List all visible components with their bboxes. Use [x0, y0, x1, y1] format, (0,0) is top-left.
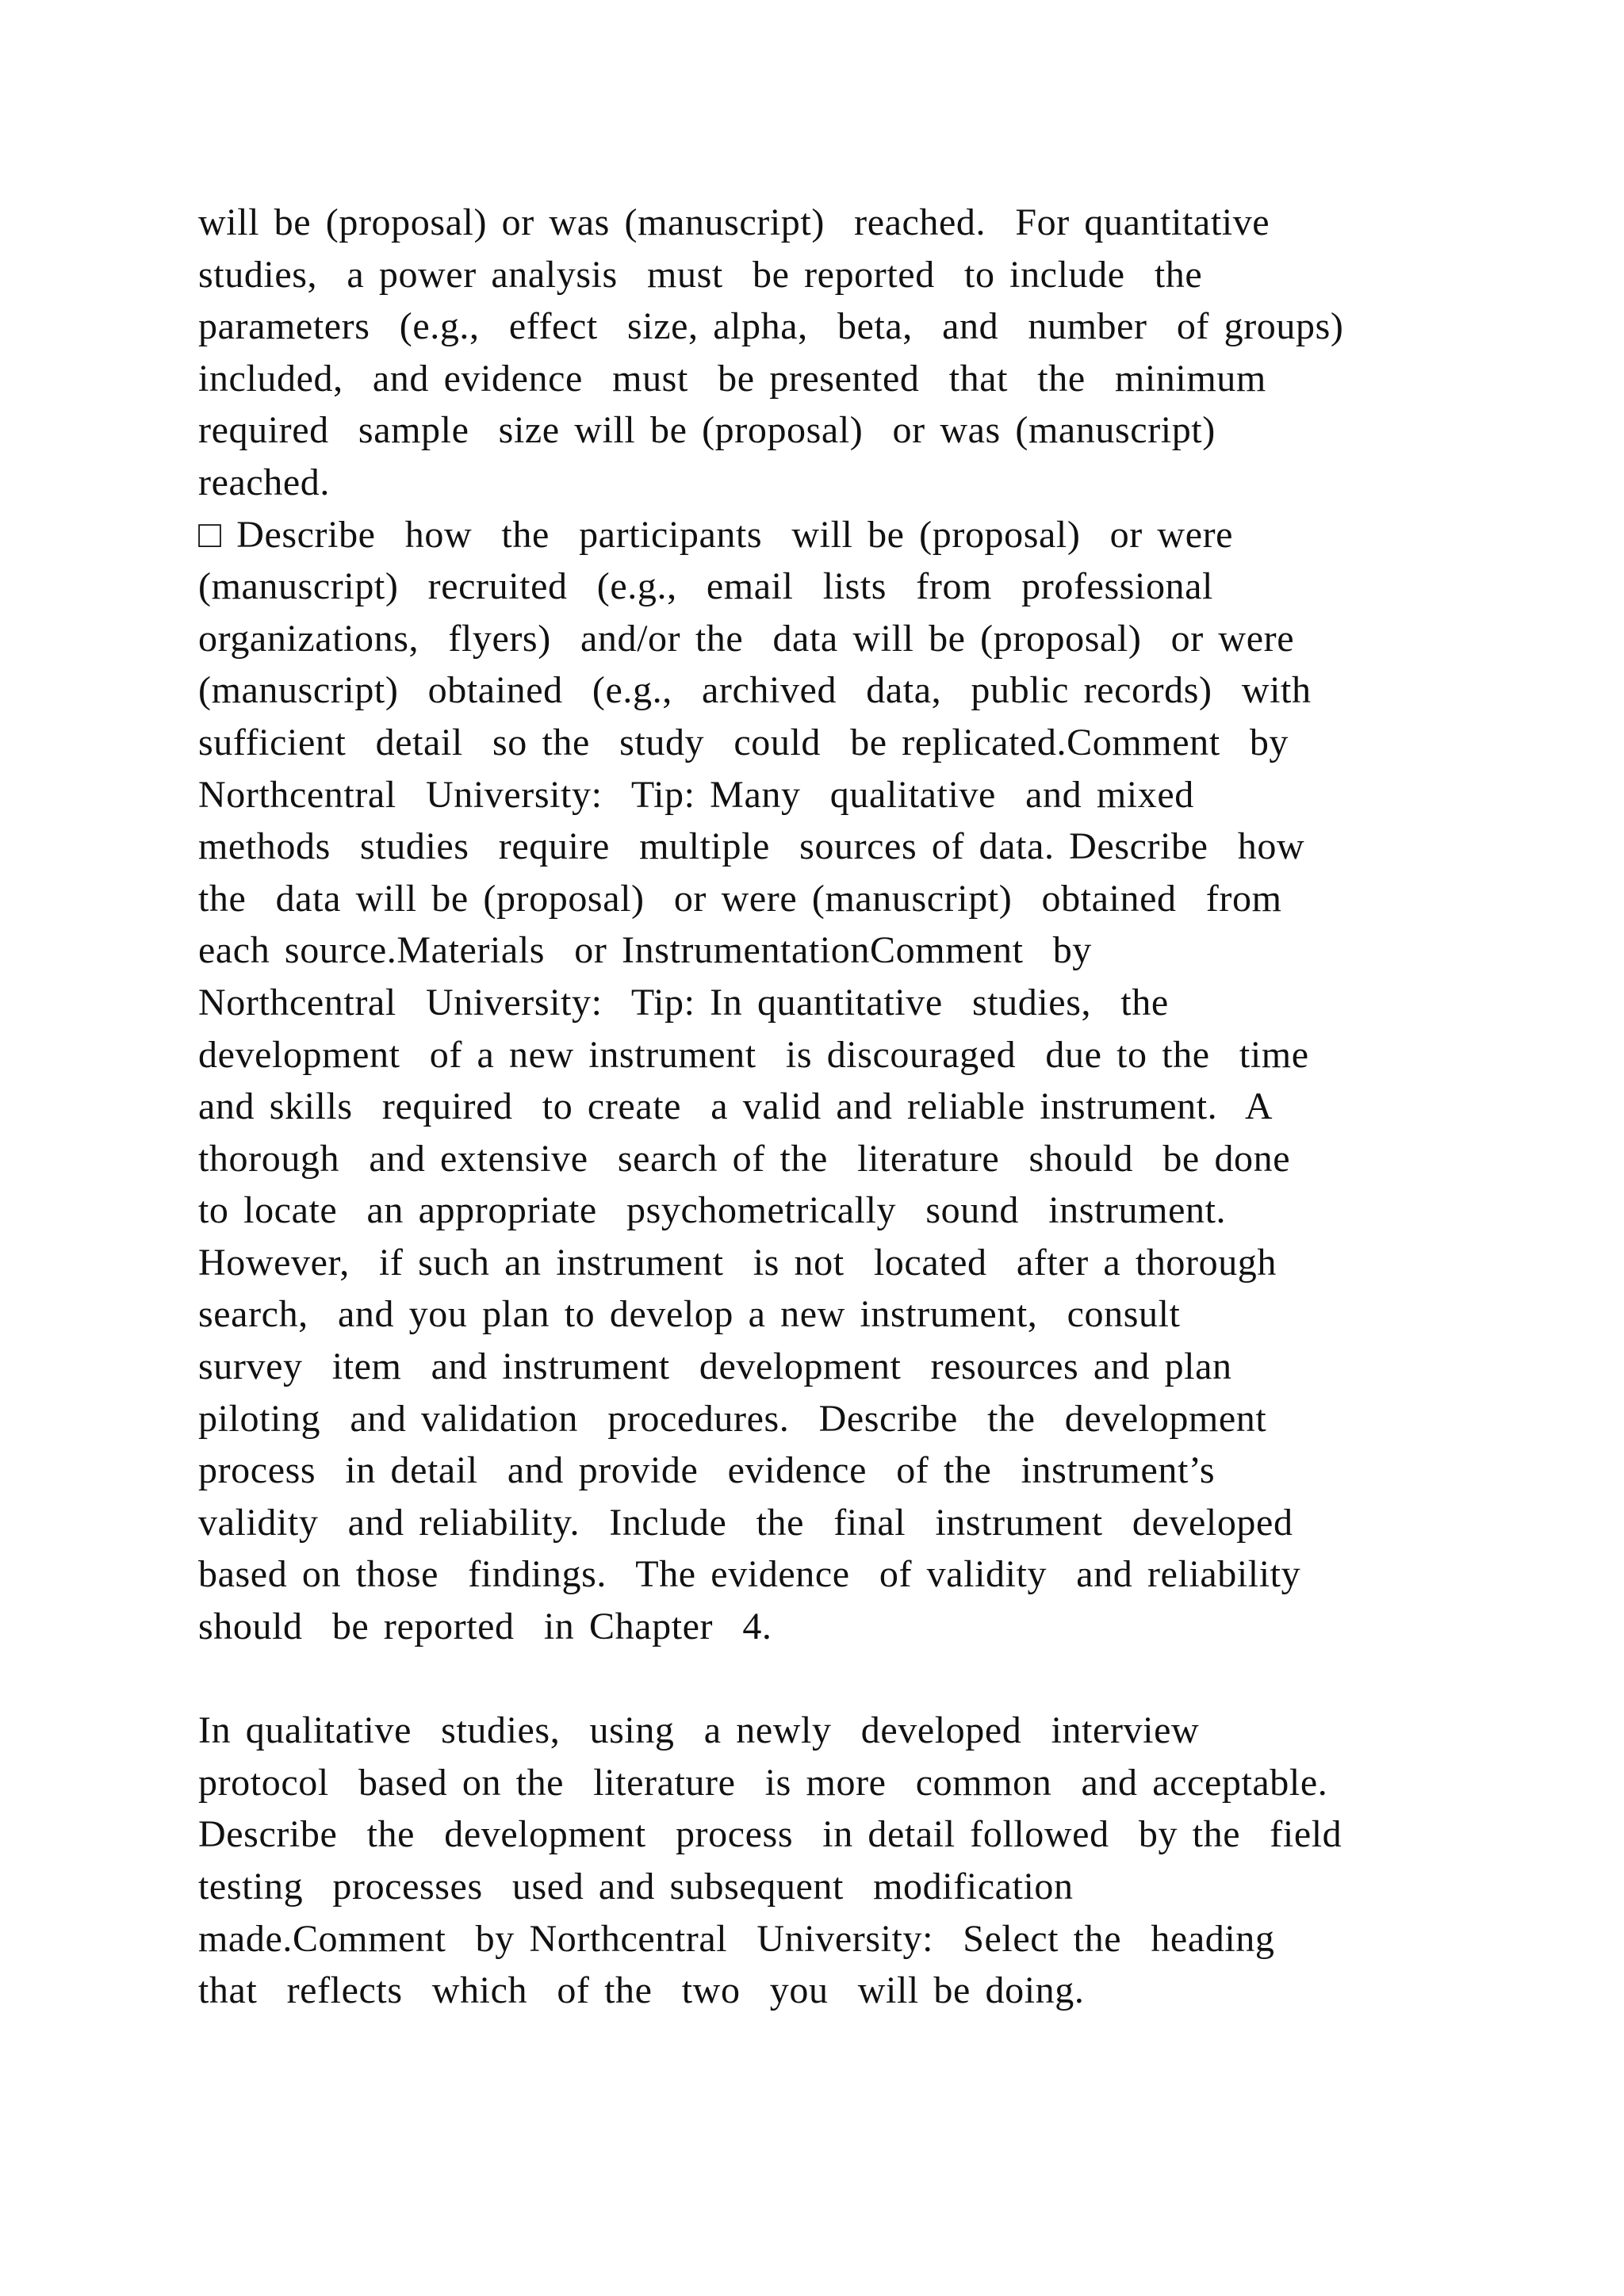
text-line: will be (proposal) or was (manuscript) reached. For quantitative — [198, 201, 1270, 243]
text-line: parameters (e.g., effect size, alpha, beta, and number of groups) — [198, 305, 1344, 348]
text-line: validity and reliability. Include the final instrument developed — [198, 1501, 1293, 1544]
paragraph-gap — [198, 1653, 1467, 1705]
text-line: search, and you plan to develop a new instrument, consult — [198, 1293, 1181, 1336]
text-line: Northcentral University: Tip: Many qualitative and mixed — [198, 773, 1194, 816]
text-line: organizations, flyers) and/or the data will be (proposal) or were — [198, 617, 1295, 660]
text-line: sufficient detail so the study could be replicated.Comment by — [198, 721, 1289, 763]
text-line: (manuscript) obtained (e.g., archived data, public records) with — [198, 669, 1312, 712]
text-line: to locate an appropriate psychometrically sound instrument. — [198, 1189, 1227, 1232]
text-line: However, if such an instrument is not located after a thorough — [198, 1241, 1277, 1284]
text-line: each source.Materials or InstrumentationComment by — [198, 929, 1092, 972]
text-line: survey item and instrument development resources and plan — [198, 1345, 1232, 1388]
text-line: and skills required to create a valid and reliable instrument. A — [198, 1085, 1274, 1128]
text-line: piloting and validation procedures. Describe the development — [198, 1397, 1267, 1440]
text-line: protocol based on the literature is more common and acceptable. — [198, 1761, 1328, 1804]
text-line: Northcentral University: Tip: In quantitative studies, the — [198, 981, 1169, 1024]
text-line: that reflects which of the two you will be doing. — [198, 1969, 1085, 2012]
text-line: process in detail and provide evidence of the instrument’s — [198, 1449, 1216, 1492]
text-line: studies, a power analysis must be reported to include the — [198, 253, 1203, 296]
text-line: In qualitative studies, using a newly developed interview — [198, 1709, 1200, 1752]
text-line: required sample size will be (proposal) or was (manuscript) — [198, 409, 1216, 452]
text-line: based on those findings. The evidence of validity and reliability — [198, 1553, 1301, 1596]
document-page — [198, 197, 1467, 2017]
text-line: development of a new instrument is discouraged due to the time — [198, 1033, 1309, 1076]
text-line: included, and evidence must be presented that the minimum — [198, 357, 1266, 400]
text-line: Describe the development process in detail followed by the field — [198, 1813, 1342, 1856]
text-line: (manuscript) recruited (e.g., email lists from professional — [198, 565, 1213, 608]
text-line: testing processes used and subsequent modification — [198, 1866, 1074, 1908]
text-line: the data will be (proposal) or were (manuscript) obtained from — [198, 877, 1282, 920]
text-line: reached. — [198, 461, 331, 503]
checklist-item-line: □ Describe how the participants will be (proposal) or were — [198, 513, 1234, 556]
text-line: should be reported in Chapter 4. — [198, 1605, 772, 1648]
text-line: thorough and extensive search of the literature should be done — [198, 1137, 1291, 1180]
text-line: made.Comment by Northcentral University: Select the heading — [198, 1917, 1275, 1960]
text-line: methods studies require multiple sources of data. Describe how — [198, 825, 1305, 868]
